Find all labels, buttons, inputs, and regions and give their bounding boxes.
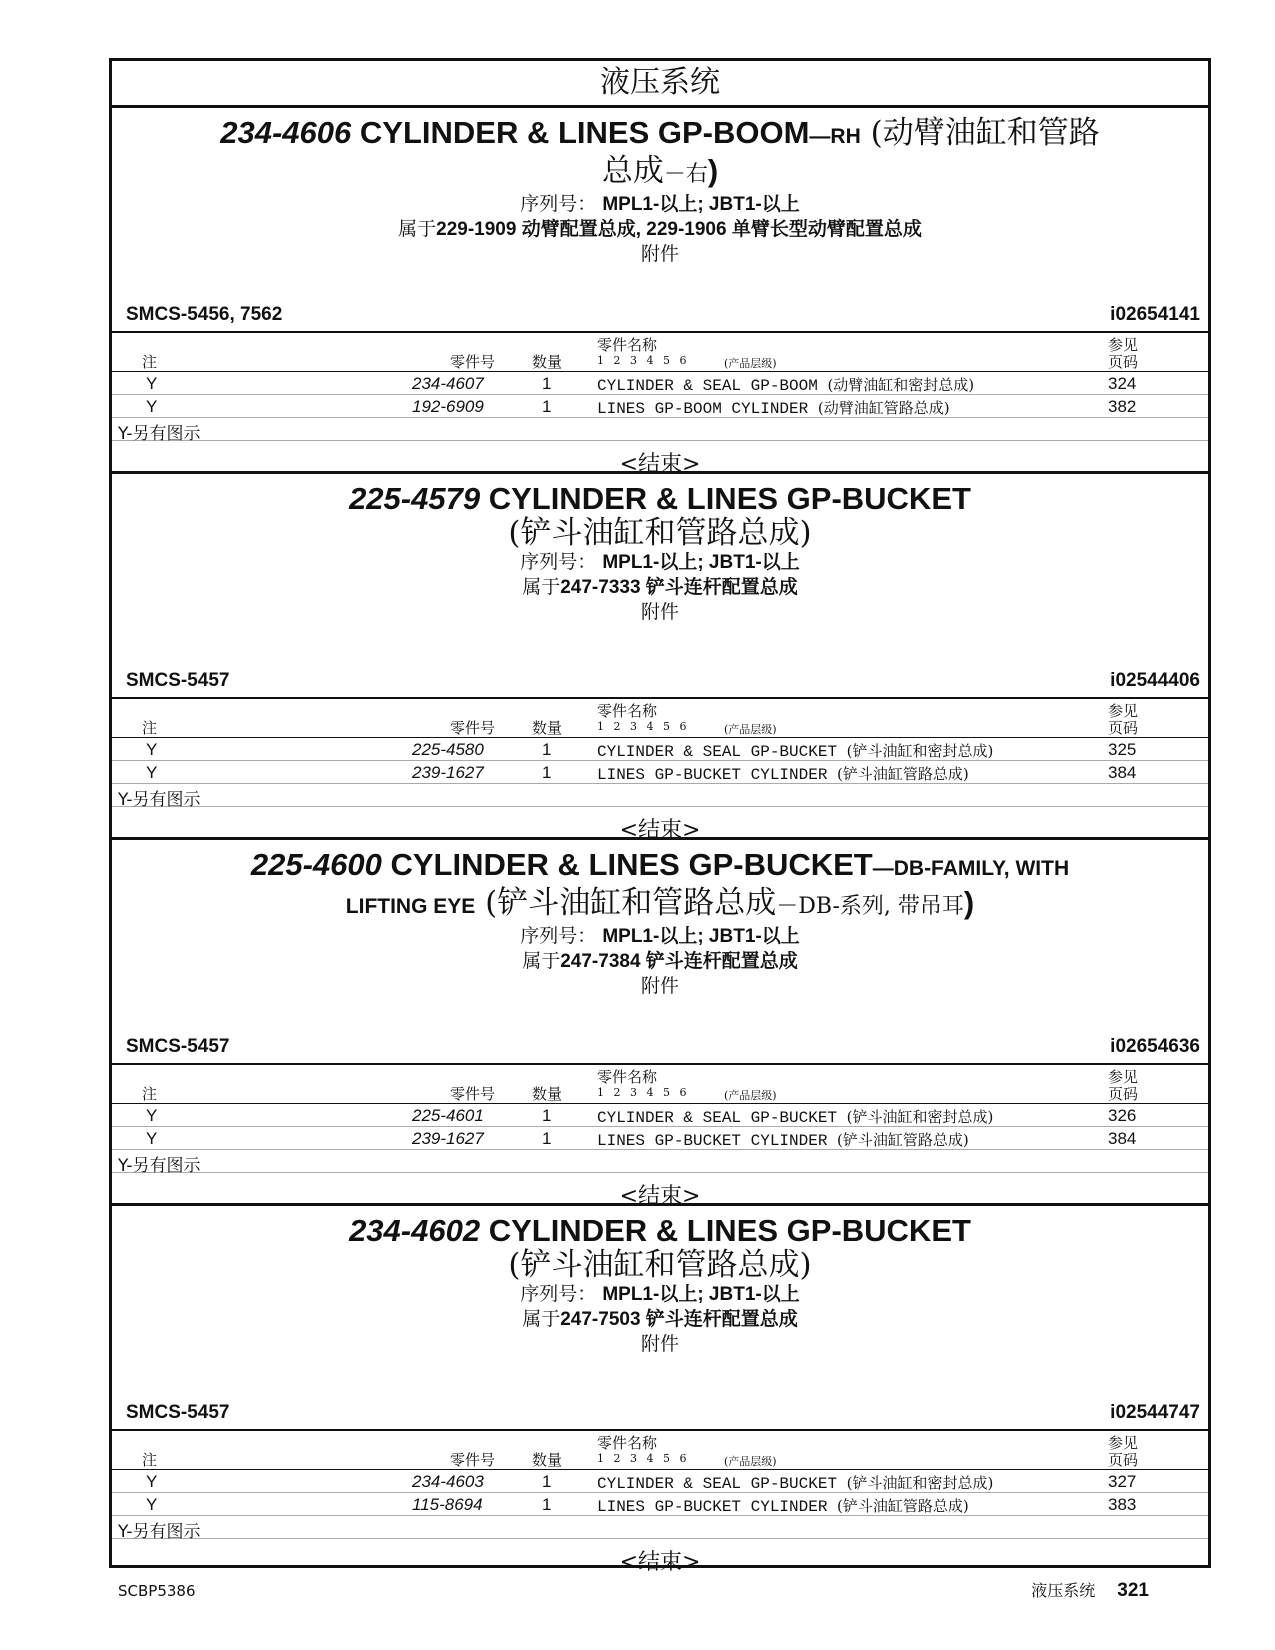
table-header: 注 零件号 数量 零件名称 1 2 3 4 5 6 (产品层级) 参见 页码	[112, 1065, 1208, 1104]
parts-table	[112, 1063, 1208, 1210]
parts-section	[112, 108, 1208, 477]
page-number: 321	[1117, 1580, 1149, 1601]
parts-section	[112, 474, 1208, 843]
belongs-line: 属于247-7503 铲斗连杆配置总成	[522, 1308, 798, 1330]
table-footnote: Y-另有图示	[112, 1150, 1208, 1173]
end-marker: <结束>	[619, 1550, 701, 1575]
table-row: Y 115-8694 1 LINES GP-BUCKET CYLINDER (铲斗油缸管路总成) 383	[112, 1493, 1208, 1516]
serial-line: 序列号： MPL1-以上; JBT1-以上	[520, 551, 800, 573]
parts-section	[112, 1206, 1208, 1575]
section-title-line2: (铲斗油缸和管路总成)	[508, 515, 812, 551]
attach-label: 附件	[640, 601, 679, 623]
smcs-code: SMCS-5457	[126, 1036, 230, 1057]
serial-line: 序列号： MPL1-以上; JBT1-以上	[520, 925, 800, 947]
page-frame	[109, 58, 1211, 1575]
end-marker: <结束>	[619, 452, 701, 477]
parts-table	[112, 1429, 1208, 1576]
illustration-id: i02654636	[1110, 1036, 1200, 1057]
serial-line: 序列号： MPL1-以上; JBT1-以上	[520, 193, 800, 215]
end-marker: <结束>	[619, 1184, 701, 1209]
group-name: CYLINDER & LINES GP-BOOM	[351, 115, 810, 150]
group-number: 234-4606	[220, 115, 352, 150]
section-title	[112, 116, 1208, 154]
parts-table	[112, 331, 1208, 478]
illustration-id: i02544747	[1110, 1402, 1200, 1423]
table-row: Y 234-4603 1 CYLINDER & SEAL GP-BUCKET (铲斗油缸和密封总成) 327	[112, 1470, 1208, 1493]
belongs-line: 属于247-7333 铲斗连杆配置总成	[522, 576, 798, 598]
serial-line: 序列号： MPL1-以上; JBT1-以上	[520, 1283, 800, 1305]
footer-section: 液压系统	[1031, 1581, 1096, 1600]
illustration-id: i02654141	[1110, 304, 1200, 325]
table-header: 注 零件号 数量 零件名称 1 2 3 4 5 6 (产品层级) 参见 页码	[112, 1431, 1208, 1470]
group-name-cn: (动臂油缸和管路	[860, 115, 1100, 151]
section-title	[112, 848, 1208, 886]
section-title	[112, 482, 1208, 516]
illustration-id: i02544406	[1110, 670, 1200, 691]
smcs-code: SMCS-5456, 7562	[126, 304, 283, 325]
section-header	[112, 474, 1208, 625]
attach-label: 附件	[640, 975, 679, 997]
smcs-code: SMCS-5457	[126, 1402, 230, 1423]
parts-section	[112, 840, 1208, 1209]
table-footnote: Y-另有图示	[112, 1516, 1208, 1539]
table-row: Y 239-1627 1 LINES GP-BUCKET CYLINDER (铲斗油缸管路总成) 384	[112, 761, 1208, 784]
page-footer	[1031, 1578, 1149, 1602]
group-name: CYLINDER & LINES GP-BUCKET	[480, 481, 971, 516]
table-row: Y 192-6909 1 LINES GP-BOOM CYLINDER (动臂油缸管路总成) 382	[112, 395, 1208, 418]
attach-label: 附件	[640, 243, 679, 265]
belongs-line: 属于247-7384 铲斗连杆配置总成	[522, 950, 798, 972]
belongs-line: 属于229-1909 动臂配置总成, 229-1906 单臂长型动臂配置总成	[398, 218, 922, 240]
table-row: Y 225-4580 1 CYLINDER & SEAL GP-BUCKET (铲斗油缸和密封总成) 325	[112, 738, 1208, 761]
smcs-code: SMCS-5457	[126, 670, 230, 691]
table-row: Y 225-4601 1 CYLINDER & SEAL GP-BUCKET (铲斗油缸和密封总成) 326	[112, 1104, 1208, 1127]
section-header	[112, 1206, 1208, 1357]
attach-label: 附件	[640, 1333, 679, 1355]
section-title-line2: LIFTING EYE (铲斗油缸和管路总成－DB-系列, 带吊耳)	[345, 885, 975, 921]
page-title: 液压系统	[112, 61, 1208, 108]
table-footnote: Y-另有图示	[112, 418, 1208, 441]
section-header	[112, 840, 1208, 999]
group-name: CYLINDER & LINES GP-BUCKET	[381, 847, 873, 882]
group-number: 225-4600	[250, 847, 382, 882]
doc-code: SCBP5386	[118, 1582, 196, 1600]
group-number: 225-4579	[349, 481, 481, 516]
group-number: 234-4602	[349, 1213, 481, 1248]
group-suffix: —RH	[809, 125, 861, 148]
end-marker: <结束>	[619, 818, 701, 843]
table-row: Y 239-1627 1 LINES GP-BUCKET CYLINDER (铲斗油缸管路总成) 384	[112, 1127, 1208, 1150]
section-title	[112, 1214, 1208, 1248]
parts-table	[112, 697, 1208, 844]
table-footnote: Y-另有图示	[112, 784, 1208, 807]
section-title-line2: (铲斗油缸和管路总成)	[508, 1247, 812, 1283]
group-suffix: —DB-FAMILY, WITH	[872, 857, 1070, 880]
table-row: Y 234-4607 1 CYLINDER & SEAL GP-BOOM (动臂油缸和密封总成) 324	[112, 372, 1208, 395]
section-header	[112, 108, 1208, 267]
group-name: CYLINDER & LINES GP-BUCKET	[480, 1213, 971, 1248]
section-title-line2: 总成－右)	[601, 153, 719, 189]
table-header: 注 零件号 数量 零件名称 1 2 3 4 5 6 (产品层级) 参见 页码	[112, 699, 1208, 738]
table-header: 注 零件号 数量 零件名称 1 2 3 4 5 6 (产品层级) 参见 页码	[112, 333, 1208, 372]
